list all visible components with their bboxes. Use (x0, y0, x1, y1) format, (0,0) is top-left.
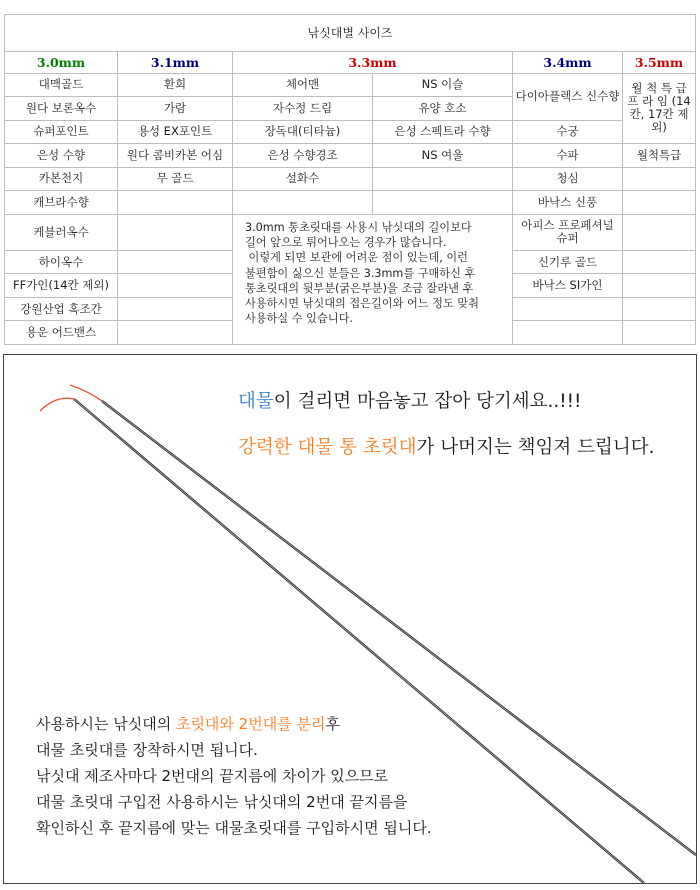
note-line: 길어 앞으로 튀어나오는 경우가 많습니다. (245, 235, 447, 249)
cell (118, 191, 233, 214)
cell (513, 73, 623, 120)
product-photo-banner (3, 354, 697, 884)
instruction-1-highlight: 초릿대와 2번대를 분리 (175, 715, 326, 733)
cell: 은성 스펙트라 수향 (373, 120, 513, 143)
cell (513, 321, 623, 345)
cell (513, 297, 623, 320)
cell: 청심 (513, 167, 623, 190)
table-title: 낚싯대별 사이즈 (5, 15, 696, 52)
cell: 용운 어드밴스 (5, 321, 118, 345)
cell: 설화수 (233, 167, 373, 190)
cell: 체어맨 (233, 73, 373, 96)
cell: 수궁 (513, 120, 623, 143)
note-line: 사용하실 수 있습니다. (245, 312, 353, 326)
instruction-line-1 (36, 713, 340, 734)
cell: NS 이슬 (373, 73, 513, 96)
cell-text: 아피스 프로페셔널 슈퍼 (521, 218, 614, 246)
header-3-1mm: 3.1mm (118, 52, 233, 73)
cell: 원다 보론옥수 (5, 97, 118, 120)
cell (623, 297, 696, 320)
cell: 월척특급 (623, 144, 696, 167)
size-table (4, 14, 696, 345)
cell: 신기루 골드 (513, 250, 623, 273)
cell: 자수정 드림 (233, 97, 373, 120)
cell (623, 214, 696, 250)
note-line: 이렇게 되면 보관에 어려운 점이 있는데, 이런 (245, 251, 468, 265)
banner-headline-2 (238, 433, 654, 459)
table-row (5, 214, 696, 250)
header-3-3mm: 3.3mm (233, 52, 513, 73)
note-line: 3.0mm 통초릿대를 사용시 낚싯대의 길이보다 (245, 220, 472, 234)
cell: 은성 수향 (5, 144, 118, 167)
cell: 케블러옥수 (5, 214, 118, 250)
header-3-5mm: 3.5mm (623, 52, 696, 73)
note-line: 불편함이 싫으신 분들은 3.3mm를 구매하신 후 (245, 266, 476, 280)
cell: 슈퍼포인트 (5, 120, 118, 143)
cell (373, 167, 513, 190)
cell: 바낙스 SI가인 (513, 274, 623, 297)
cell (118, 214, 233, 250)
cell (118, 274, 233, 297)
instruction-line-5: 확인하신 후 끝지름에 맞는 대물초릿대를 구입하시면 됩니다. (36, 819, 432, 837)
cell: 환희 (118, 73, 233, 96)
cell (513, 214, 623, 250)
cell (118, 321, 233, 345)
header-3-0mm: 3.0mm (5, 52, 118, 73)
instruction-1-part-b: 후 (325, 715, 340, 733)
cell: 바낙스 신풍 (513, 191, 623, 214)
instruction-line-4: 대물 초릿대 구입전 사용하시는 낚싯대의 2번대 끝지름을 (36, 793, 408, 811)
cell-text: 월 척 특 급 프 라 임 (14칸, 17칸 제외) (627, 81, 691, 135)
cell: 하이옥수 (5, 250, 118, 273)
header-3-4mm: 3.4mm (513, 52, 623, 73)
instruction-1-part-a: 사용하시는 낚싯대의 (36, 715, 176, 733)
cell (623, 250, 696, 273)
cell: 대맥골드 (5, 73, 118, 96)
cell: 무 골드 (118, 167, 233, 190)
note-box (233, 214, 513, 344)
cell (623, 274, 696, 297)
cell: 캐브라수향 (5, 191, 118, 214)
cell: 가람 (118, 97, 233, 120)
cell: 카본천지 (5, 167, 118, 190)
banner-headline-1 (238, 387, 581, 413)
headline-2-text: 가 나머지는 책임져 드립니다. (416, 437, 655, 458)
instruction-line-2: 대물 초릿대를 장착하시면 됩니다. (36, 741, 258, 759)
cell (623, 73, 696, 143)
instruction-line-3: 낚싯대 제조사마다 2번대의 끝지름에 차이가 있으므로 (36, 767, 389, 785)
table-row (5, 120, 696, 143)
table-row (5, 144, 696, 167)
cell (118, 250, 233, 273)
cell: NS 여울 (373, 144, 513, 167)
cell-text: 다이아플렉스 신수향 (515, 89, 620, 104)
headline-1-text: 이 걸리면 마음놓고 잡아 당기세요..!!! (273, 391, 582, 412)
cell: 장독대(티타늄) (233, 120, 373, 143)
cell (623, 321, 696, 345)
headline-2-highlight: 강력한 대물 통 초릿대 (238, 437, 417, 458)
headline-1-highlight: 대물 (238, 391, 274, 412)
note-line: 사용하시면 낚싯대의 접은길이와 어느 정도 맞춰 (245, 297, 479, 311)
cell (118, 297, 233, 320)
cell: 은성 수향경조 (233, 144, 373, 167)
cell (623, 191, 696, 214)
table-row (5, 167, 696, 190)
cell: 용성 EX포인트 (118, 120, 233, 143)
cell (623, 167, 696, 190)
cell: 원다 콤비카본 어심 (118, 144, 233, 167)
cell: FF가인(14칸 제외) (5, 274, 118, 297)
cell: 수파 (513, 144, 623, 167)
cell: 유양 호소 (373, 97, 513, 120)
cell (373, 191, 513, 214)
cell: 강원산업 혹조간 (5, 297, 118, 320)
table-row (5, 191, 696, 214)
cell (233, 191, 373, 214)
note-line: 통초릿대의 뒷부분(굵은부분)을 조금 잘라낸 후 (245, 281, 474, 295)
table-row (5, 73, 696, 96)
